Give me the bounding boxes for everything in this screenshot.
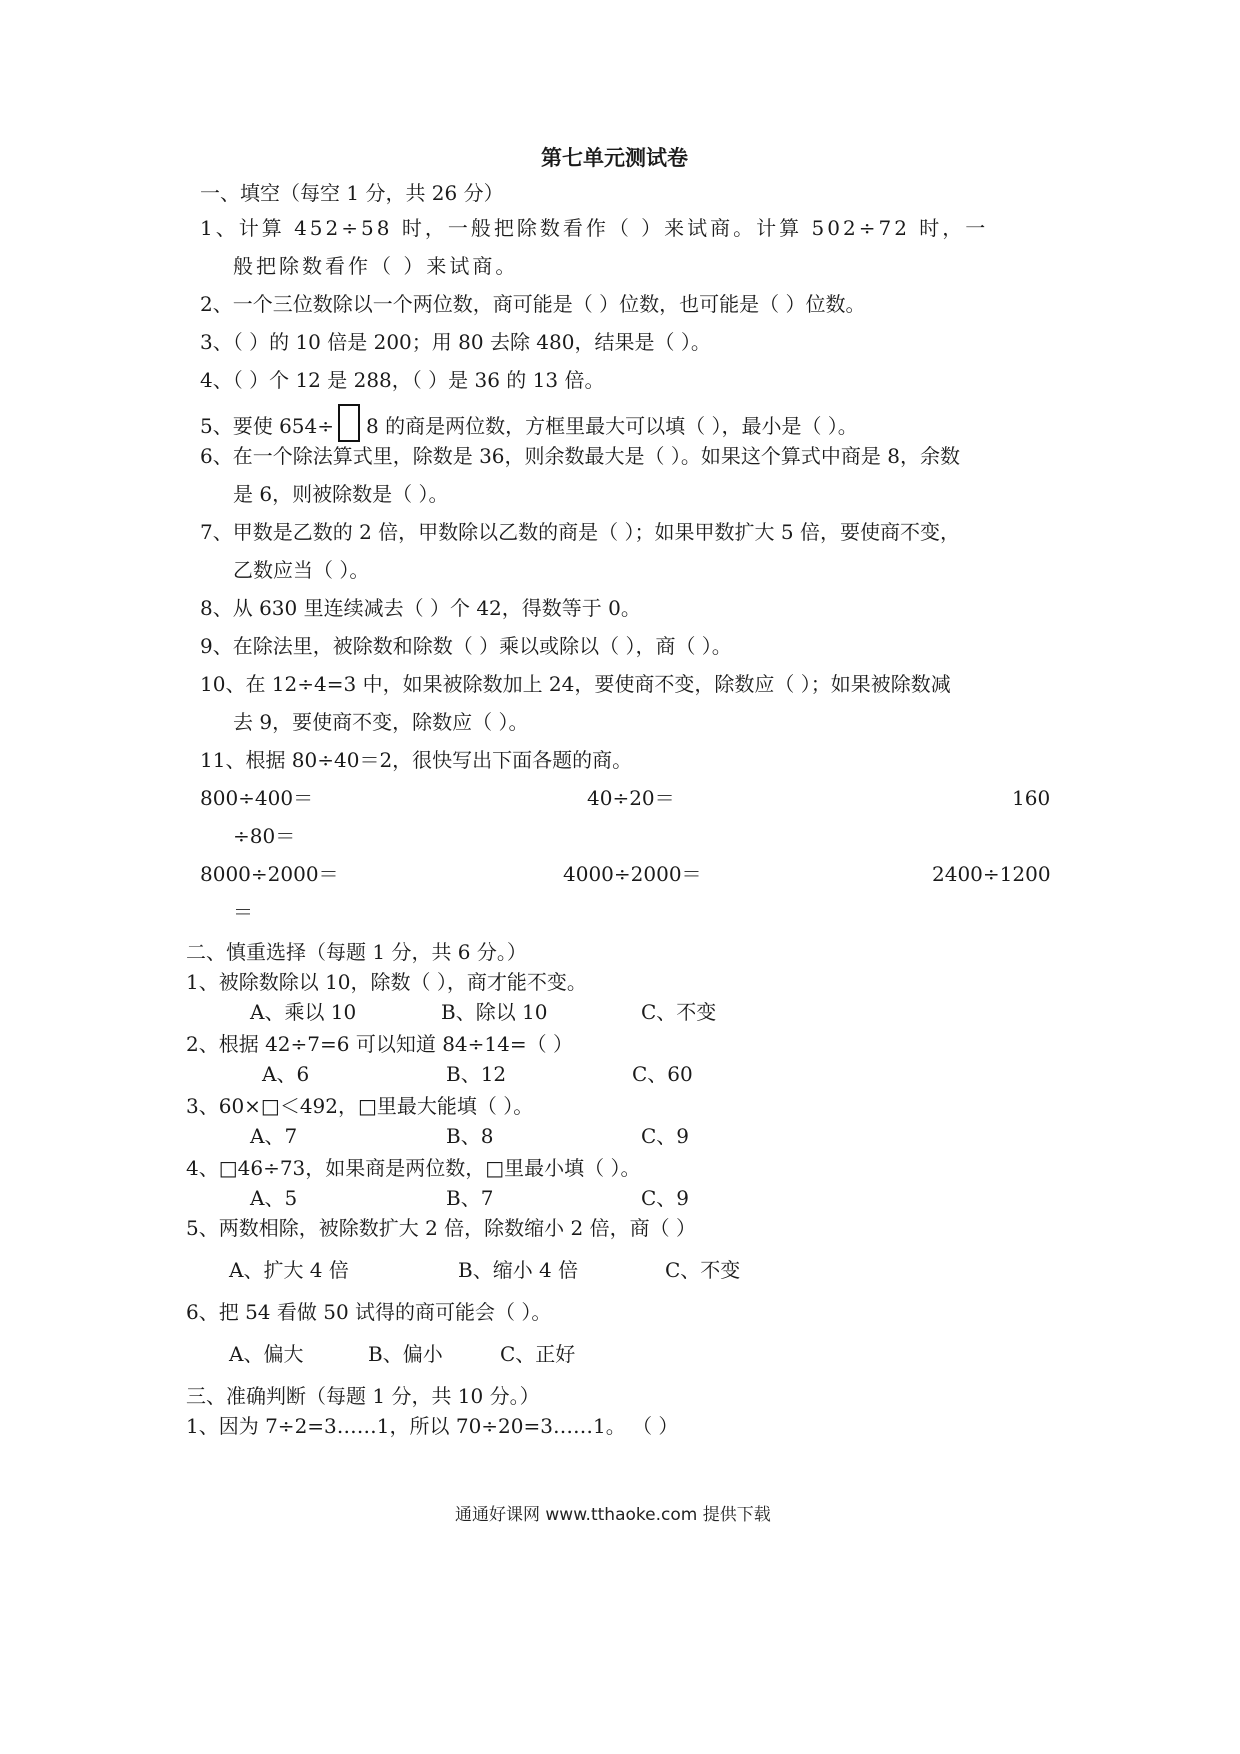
section3-heading: 三、准确判断（每题 1 分，共 10 分。）	[186, 1384, 540, 1408]
choice-question-3: 3、60×□＜492，□里最大能填（ ）。	[186, 1094, 534, 1118]
fill-question-6a: 6、在一个除法算式里，除数是 36，则余数最大是（ ）。如果这个算式中商是 8，余数	[200, 444, 960, 468]
choice-1-option-c: C、不变	[641, 1000, 717, 1024]
choice-3-option-b: B、8	[446, 1124, 494, 1148]
fill-question-6b: 是 6，则被除数是（ ）。	[233, 482, 449, 506]
choice-6-option-b: B、偏小	[368, 1342, 443, 1366]
choice-4-option-a: A、5	[250, 1186, 298, 1210]
calc-item-3-end: ÷80＝	[233, 824, 296, 848]
choice-question-4: 4、□46÷73，如果商是两位数，□里最小填（ ）。	[186, 1156, 641, 1180]
calc-item-1: 800÷400＝	[200, 786, 314, 810]
calc-item-5: 4000÷2000＝	[563, 862, 702, 886]
fill-question-5-suffix: 8 的商是两位数，方框里最大可以填（ ），最小是（ ）。	[366, 414, 858, 438]
blank-square-box	[338, 404, 360, 442]
fill-question-4: 4、（ ）个 12 是 288，（ ）是 36 的 13 倍。	[200, 368, 605, 392]
fill-question-5	[200, 404, 858, 442]
choice-question-6: 6、把 54 看做 50 试得的商可能会（ ）。	[186, 1300, 552, 1324]
fill-question-1a: 1、计算 452÷58 时，一般把除数看作（ ）来试商。计算 502÷72 时，一	[200, 216, 989, 240]
choice-5-option-c: C、不变	[665, 1258, 741, 1282]
choice-question-2: 2、根据 42÷7=6 可以知道 84÷14=（ ）	[186, 1032, 573, 1056]
choice-2-option-a: A、6	[262, 1062, 310, 1086]
section1-heading: 一、填空（每空 1 分，共 26 分）	[200, 181, 504, 205]
calc-item-2: 40÷20＝	[587, 786, 675, 810]
choice-4-option-b: B、7	[446, 1186, 494, 1210]
choice-4-option-c: C、9	[641, 1186, 690, 1210]
choice-question-5: 5、两数相除，被除数扩大 2 倍，除数缩小 2 倍，商（ ）	[186, 1216, 696, 1240]
fill-question-11: 11、根据 80÷40＝2，很快写出下面各题的商。	[200, 748, 633, 772]
calc-item-6-start: 2400÷1200	[932, 862, 1051, 886]
fill-question-10a: 10、在 12÷4=3 中，如果被除数加上 24，要使商不变，除数应（ ）；如果被除数减	[200, 672, 951, 696]
fill-question-7b: 乙数应当（ ）。	[233, 558, 370, 582]
choice-5-option-a: A、扩大 4 倍	[229, 1258, 349, 1282]
fill-question-10b: 去 9，要使商不变，除数应（ ）。	[233, 710, 529, 734]
fill-question-9: 9、在除法里，被除数和除数（ ）乘以或除以（ ），商（ ）。	[200, 634, 732, 658]
calc-item-3-start: 160	[1012, 786, 1051, 810]
choice-5-option-b: B、缩小 4 倍	[458, 1258, 579, 1282]
choice-1-option-b: B、除以 10	[441, 1000, 548, 1024]
calc-item-4: 8000÷2000＝	[200, 862, 339, 886]
choice-2-option-c: C、60	[632, 1062, 693, 1086]
fill-question-7a: 7、甲数是乙数的 2 倍，甲数除以乙数的商是（ ）；如果甲数扩大 5 倍，要使商不变，	[200, 520, 960, 544]
page-title: 第七单元测试卷	[541, 145, 688, 170]
choice-1-option-a: A、乘以 10	[250, 1000, 357, 1024]
choice-6-option-a: A、偏大	[229, 1342, 304, 1366]
choice-6-option-c: C、正好	[500, 1342, 576, 1366]
page-footer: 通通好课网 www.tthaoke.com 提供下载	[455, 1505, 771, 1525]
fill-question-8: 8、从 630 里连续减去（ ）个 42，得数等于 0。	[200, 596, 641, 620]
fill-question-3: 3、（ ）的 10 倍是 200；用 80 去除 480，结果是（ ）。	[200, 330, 711, 354]
choice-question-1: 1、被除数除以 10，除数（ ），商才能不变。	[186, 970, 587, 994]
calc-item-6-end: ＝	[233, 900, 253, 924]
choice-3-option-c: C、9	[641, 1124, 690, 1148]
fill-question-2: 2、一个三位数除以一个两位数，商可能是（ ）位数，也可能是（ ）位数。	[200, 292, 866, 316]
judge-question-1: 1、因为 7÷2=3……1，所以 70÷20=3……1。 （ ）	[186, 1414, 679, 1438]
choice-2-option-b: B、12	[446, 1062, 507, 1086]
fill-question-5-prefix: 5、要使 654÷	[200, 414, 335, 438]
choice-3-option-a: A、7	[250, 1124, 298, 1148]
fill-question-1b: 般把除数看作（ ）来试商。	[233, 254, 519, 278]
section2-heading: 二、慎重选择（每题 1 分，共 6 分。）	[186, 940, 527, 964]
